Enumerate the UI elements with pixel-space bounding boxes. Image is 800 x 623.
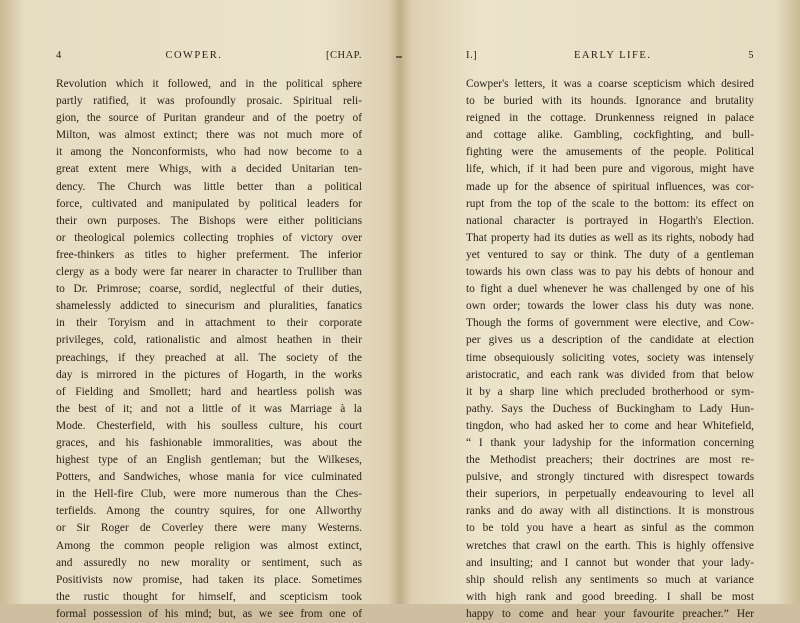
text-line: terfields. Among the country squires, for one Allworthy bbox=[56, 505, 362, 518]
page-number: 4 bbox=[56, 50, 62, 61]
text-line: made up for the absence of spiritual influences, was cor- bbox=[466, 180, 754, 193]
text-line: the best of it; and not a little of it was Marriage à la bbox=[56, 402, 362, 415]
text-line: the rustic thought for himself, and scepticism took bbox=[56, 590, 362, 603]
chapter-marker: [CHAP. bbox=[326, 50, 362, 61]
text-line: partly ratified, it was profoundly prosaic. Spiritual reli- bbox=[56, 95, 362, 108]
left-page bbox=[0, 0, 398, 620]
text-line: dency. The Church was little better than a political bbox=[56, 180, 362, 193]
text-line: Cowper's letters, it was a coarse scepticism which desired bbox=[466, 78, 754, 90]
text-line: in the Hell-fire Club, were more numerous than the Ches- bbox=[56, 488, 362, 501]
text-line: Positivists now promise, had taken its place. Sometimes bbox=[56, 573, 362, 586]
text-line: shamelessly addicted to sinecurism and pluralities, fanatics bbox=[56, 300, 362, 313]
text-line: national character is portrayed in Hogarth's Election. bbox=[466, 214, 754, 227]
text-line: fighting were the amusements of the people. Political bbox=[466, 146, 754, 159]
text-line: That property had its duties as well as its rights, nobody had bbox=[466, 231, 754, 244]
text-line: with high rank and good breeding. I shall be most bbox=[466, 590, 754, 603]
text-line: wretches that crawl on the earth. This is highly offensive bbox=[466, 539, 754, 552]
text-line: or Sir Roger de Coverley there were many Westerns. bbox=[56, 522, 362, 535]
text-line: it among the Nonconformists, who had now become to a bbox=[56, 146, 362, 159]
chapter-marker: I.] bbox=[466, 50, 478, 61]
text-line: ranks and do away with all distinctions. It is monstrous bbox=[466, 505, 754, 518]
right-page-text bbox=[466, 76, 754, 623]
text-line: gion, the source of Puritan grandeur and of the poetry of bbox=[56, 112, 362, 125]
running-title: EARLY LIFE. bbox=[573, 50, 652, 61]
text-line: Though the forms of government were elective, and Cow- bbox=[466, 317, 754, 330]
left-page-text bbox=[56, 76, 362, 623]
text-line: Among the common people religion was almost extinct, bbox=[56, 539, 362, 552]
running-title: COWPER. bbox=[165, 50, 223, 61]
left-page-header bbox=[56, 50, 362, 64]
right-page-header bbox=[466, 50, 754, 64]
text-line: yet ventured to say or think. The duty of a gentleman bbox=[466, 248, 754, 261]
text-line: rupt from the top of the scale to the bottom: its effect on bbox=[466, 197, 754, 210]
page-number: 5 bbox=[748, 50, 754, 61]
text-line: tingdon, who had asked her to come and hear Whitefield, bbox=[466, 419, 754, 432]
text-line: towards his own class was to pay his debts of honour and bbox=[466, 266, 754, 279]
text-line: and cottage alike. Gambling, cockfighting, and bull- bbox=[466, 129, 754, 142]
text-line: reigned in the cottage. Drunkenness reigned in palace bbox=[466, 112, 754, 125]
text-line: it by a sharp line which precluded brotherhood or sym- bbox=[466, 385, 754, 398]
text-line: per gives us a description of the candidate at election bbox=[466, 334, 754, 347]
text-line: in their Toryism and in attachment to their corporate bbox=[56, 317, 362, 330]
text-line: to Dr. Primrose; coarse, sordid, neglectful of their duties, bbox=[56, 283, 362, 296]
text-line: of Fielding and Smollett; hard and heartless polish was bbox=[56, 385, 362, 398]
text-line: clergy as a body were far nearer in character to Trulliber than bbox=[56, 266, 362, 279]
text-line: to fight a duel whenever he was challenged by one of his bbox=[466, 283, 754, 296]
text-line: Potters, and Sandwiches, whose mania for vice culminated bbox=[56, 471, 362, 484]
text-line: formal possession of his mind; but, as we see from one of bbox=[56, 607, 362, 620]
text-line: highest type of an English gentleman; but the Wilkeses, bbox=[56, 454, 362, 467]
text-line: to be buried with its hounds. Ignorance and brutality bbox=[466, 95, 754, 108]
text-line: life, which, if it had been pure and vigorous, might have bbox=[466, 163, 754, 176]
text-line: day is mirrored in the pictures of Hogarth, in the works bbox=[56, 368, 362, 381]
text-line: aristocratic, and each rank was divided from that below bbox=[466, 368, 754, 381]
text-line: time obsequiously soliciting votes, society was intensely bbox=[466, 351, 754, 364]
text-line: free-thinkers as titles to higher preferment. The inferior bbox=[56, 248, 362, 261]
text-line: preachings, if they preached at all. The society of the bbox=[56, 351, 362, 364]
text-line: graces, and his fashionable immoralities, was about the bbox=[56, 436, 362, 449]
text-line: their own purposes. The Bishops were either politicians bbox=[56, 214, 362, 227]
text-line: pulsive, and strongly tinctured with disrespect towards bbox=[466, 471, 754, 484]
text-line: their superiors, in perpetually endeavouring to level all bbox=[466, 488, 754, 501]
text-line: ship should relish any sentiments so much at variance bbox=[466, 573, 754, 586]
text-line: the Methodist preachers; their doctrines are most re- bbox=[466, 454, 754, 467]
right-page bbox=[402, 0, 800, 620]
text-line: happy to come and hear your favourite preacher.” Her bbox=[466, 607, 754, 620]
text-line: and assuredly no new morality or sentiment, such as bbox=[56, 556, 362, 569]
text-line: “ I thank your ladyship for the information concerning bbox=[466, 436, 754, 449]
text-line: privileges, cold, rationalistic and almost heathen in their bbox=[56, 334, 362, 347]
text-line: Milton, was almost extinct; there was not much more of bbox=[56, 129, 362, 142]
text-line: pathy. Says the Duchess of Buckingham to Lady Hun- bbox=[466, 402, 754, 415]
text-line: to be told you have a heart as sinful as the common bbox=[466, 522, 754, 535]
text-line: own order; towards the lower class his duty was none. bbox=[466, 300, 754, 313]
text-line: great extent mere Whigs, with a decided Unitarian ten- bbox=[56, 163, 362, 176]
text-line: Revolution which it followed, and in the political sphere bbox=[56, 78, 362, 90]
text-line: Mode. Chesterfield, with his soulless culture, his court bbox=[56, 419, 362, 432]
text-line: and insulting; and I cannot but wonder that your lady- bbox=[466, 556, 754, 569]
text-line: force, cultivated and manipulated by political leaders for bbox=[56, 197, 362, 210]
text-line: or theological polemics collecting trophies of victory over bbox=[56, 231, 362, 244]
